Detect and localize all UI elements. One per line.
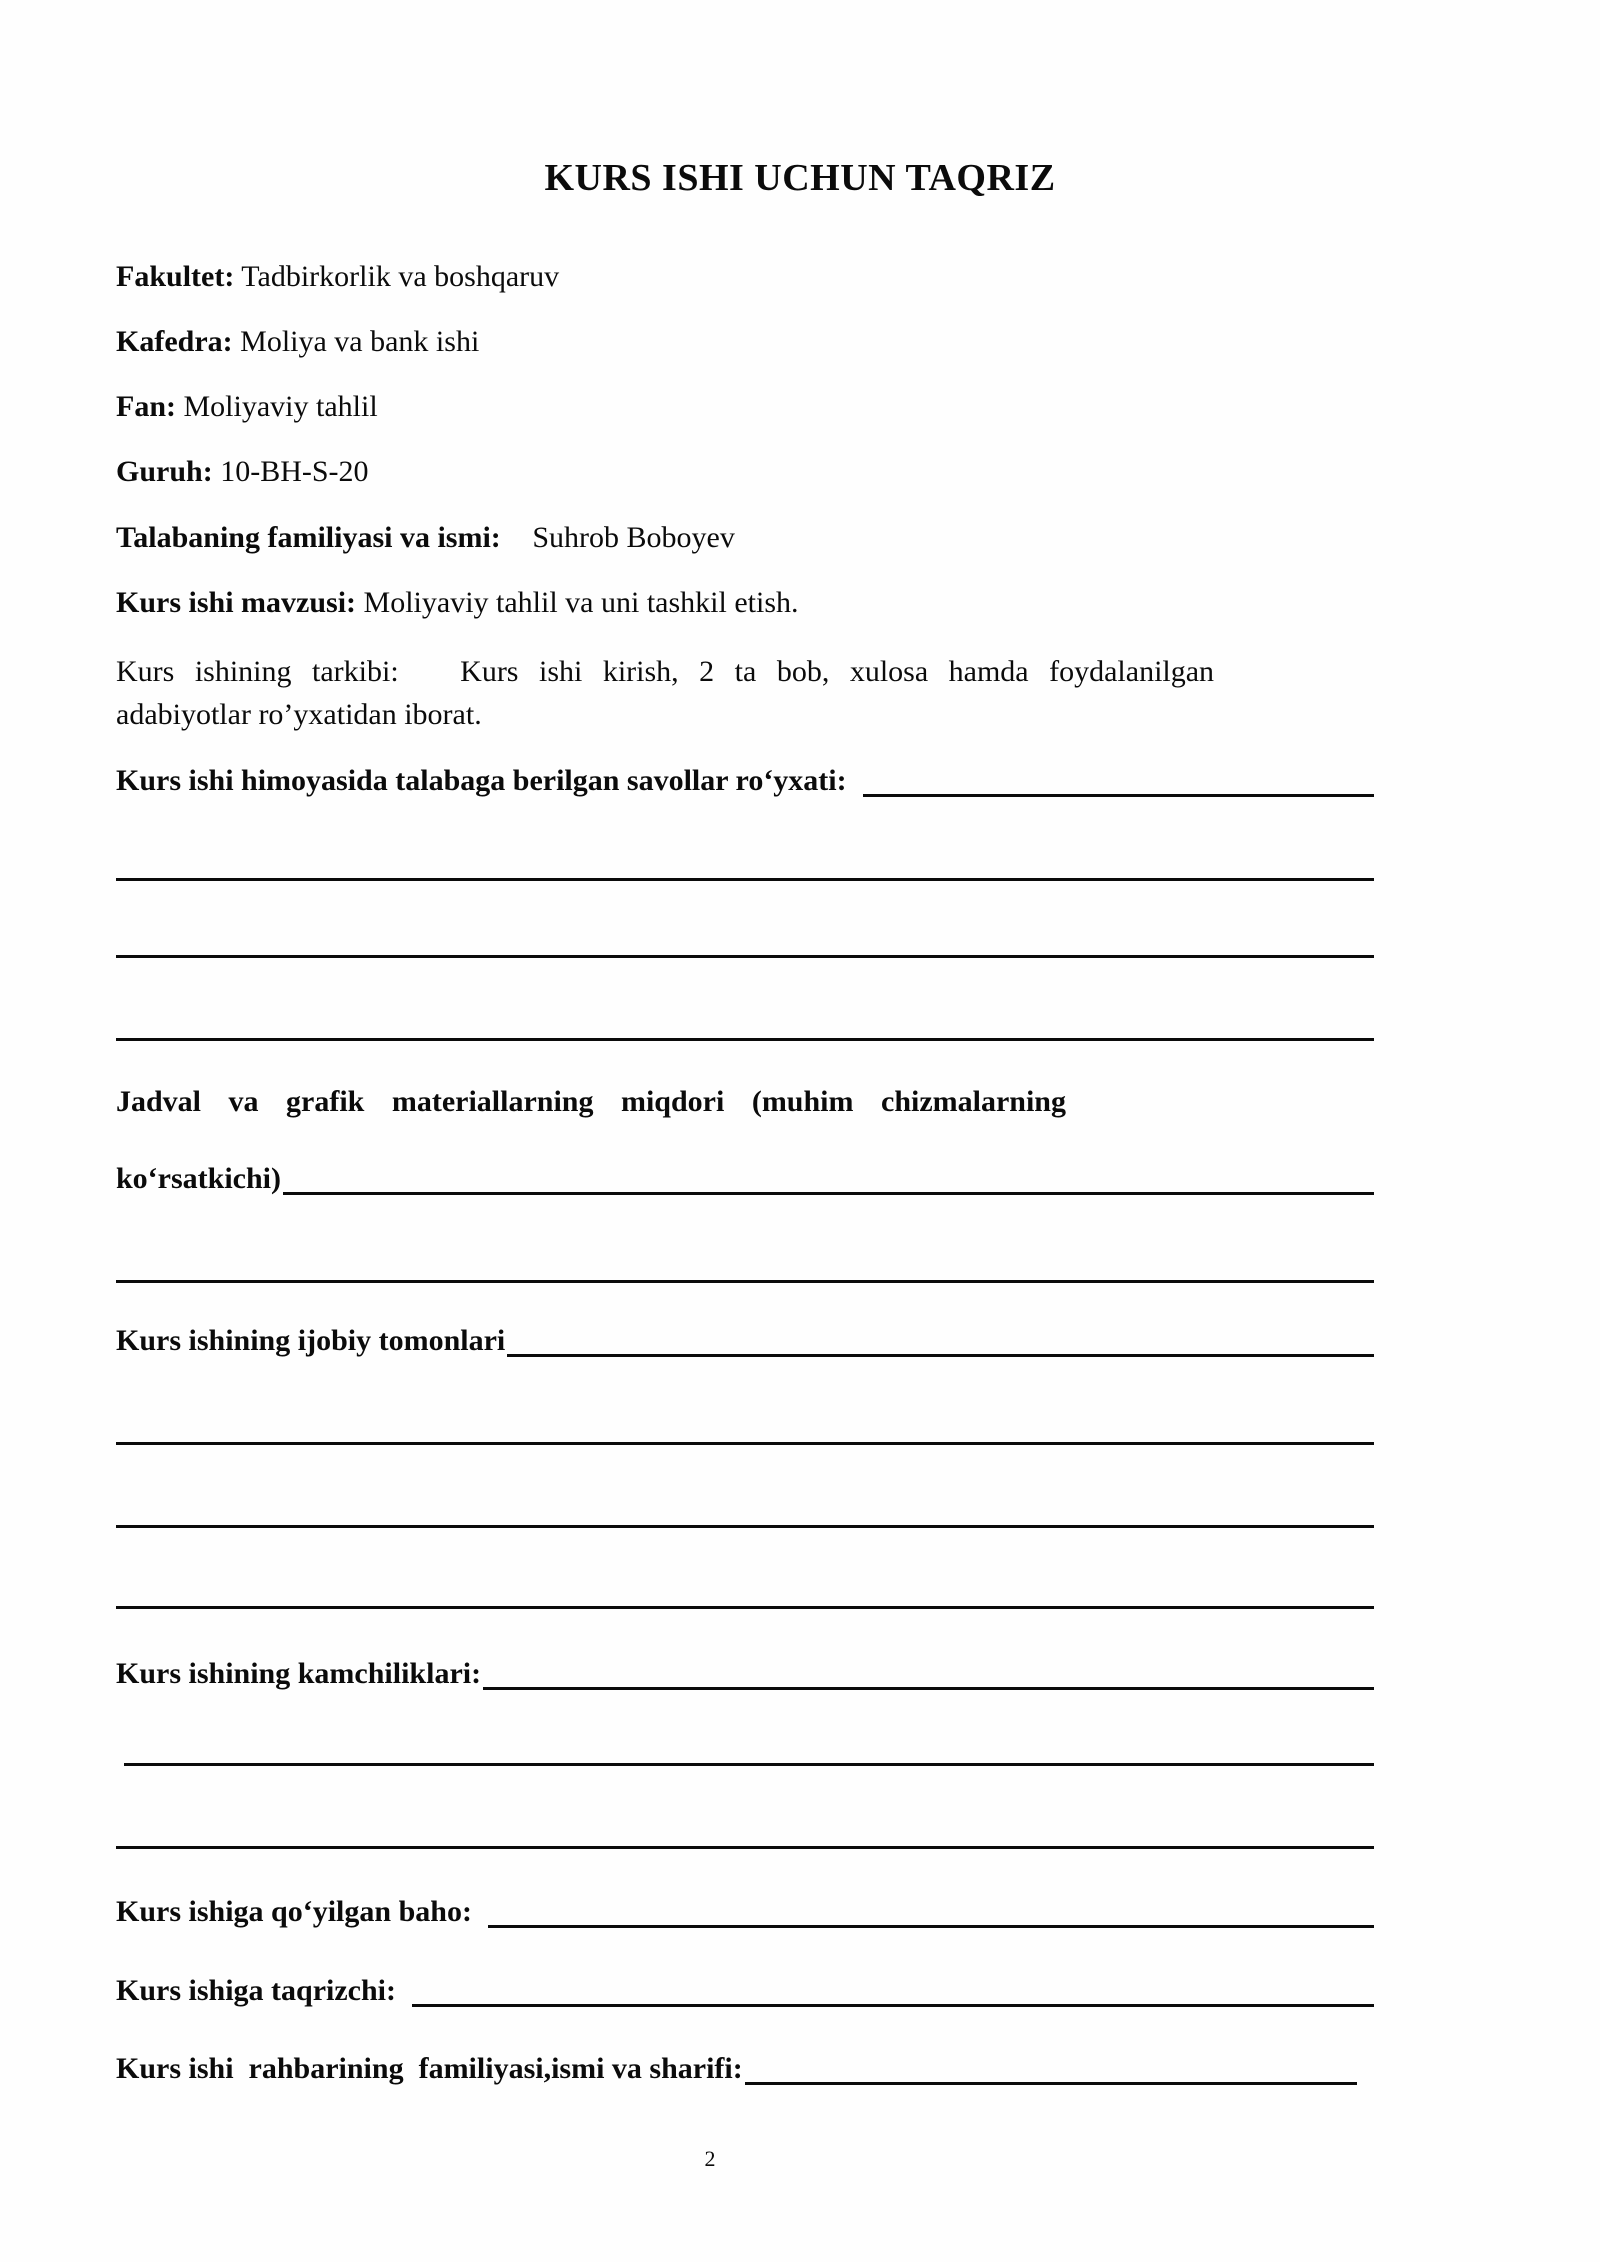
- ijobiy-label: Kurs ishining ijobiy tomonlari: [116, 1324, 506, 1357]
- mavzu-label: Kurs ishi mavzusi:: [116, 586, 357, 619]
- guruh-label: Guruh:: [116, 455, 213, 488]
- ijobiy-fill-line: [507, 1322, 1374, 1357]
- blank-line-2: [116, 955, 1374, 958]
- blank-line-7: [116, 1606, 1374, 1609]
- field-taqrizchi: [116, 1972, 1374, 2010]
- guruh-value: 10-BH-S-20: [220, 455, 369, 488]
- blank-line-6: [116, 1525, 1374, 1528]
- field-jadval-korsatkichi: [116, 1160, 1374, 1198]
- page-number: 2: [704, 2146, 716, 2171]
- field-baho: [116, 1893, 1374, 1931]
- field-rahbar: [116, 2050, 1357, 2088]
- korsatkichi-label: ko‘rsatkichi): [116, 1162, 281, 1195]
- taqrizchi-label: Kurs ishiga taqrizchi:: [116, 1974, 397, 2007]
- mavzu-value: Moliyaviy tahlil va uni tashkil etish.: [363, 586, 799, 619]
- field-savollar: [116, 762, 1374, 800]
- field-fan: [116, 388, 1374, 426]
- rahbar-fill-line: [745, 2050, 1357, 2085]
- talaba-label: Talabaning familiyasi va ismi:: [116, 521, 501, 554]
- fakultet-label: Fakultet:: [116, 260, 235, 293]
- blank-line-3: [116, 1038, 1374, 1041]
- baho-label: Kurs ishiga qo‘yilgan baho:: [116, 1895, 472, 1928]
- savollar-label: Kurs ishi himoyasida talabaga berilgan savollar ro‘yxati:: [116, 764, 847, 797]
- kafedra-value: Moliya va bank ishi: [240, 325, 480, 358]
- savollar-fill-line: [863, 762, 1374, 797]
- fan-value: Moliyaviy tahlil: [183, 390, 378, 423]
- field-ijobiy: [116, 1322, 1374, 1360]
- rahbar-label: Kurs ishi rahbarining familiyasi,ismi va sharifi:: [116, 2052, 743, 2085]
- document-title: KURS ISHI UCHUN TAQRIZ: [544, 157, 1056, 199]
- kamchilik-fill-line: [483, 1655, 1374, 1690]
- field-guruh: [116, 453, 1374, 491]
- korsatkichi-fill-line: [283, 1160, 1374, 1195]
- baho-fill-line: [488, 1893, 1374, 1928]
- field-kafedra: [116, 323, 1374, 361]
- taqrizchi-fill-line: [412, 1972, 1374, 2007]
- tarkib-line-1: Kurs ishining tarkibi: Kurs ishi kirish, 2 ta bob, xulosa hamda foydalanilgan: [116, 655, 1215, 688]
- field-talaba: [116, 519, 1374, 557]
- fakultet-value: Tadbirkorlik va boshqaruv: [241, 260, 560, 293]
- field-fakultet: [116, 258, 1374, 296]
- field-kamchilik: [116, 1655, 1374, 1693]
- blank-line-1: [116, 878, 1374, 881]
- talaba-value: Suhrob Boboyev: [532, 521, 735, 554]
- jadval-heading-line-1: Jadval va grafik materiallarning miqdori (muhim chizmalarning: [116, 1085, 1066, 1118]
- blank-line-4: [116, 1280, 1374, 1283]
- fan-label: Fan:: [116, 390, 176, 423]
- kafedra-label: Kafedra:: [116, 325, 233, 358]
- kamchilik-label: Kurs ishining kamchiliklari:: [116, 1657, 482, 1690]
- field-mavzu: [116, 584, 1374, 622]
- paragraph-tarkib: [116, 650, 1374, 736]
- tarkib-line-2: adabiyotlar ro’yxatidan iborat.: [116, 698, 482, 731]
- blank-line-5: [116, 1442, 1374, 1445]
- blank-line-8: [124, 1763, 1374, 1766]
- blank-line-9: [116, 1846, 1374, 1849]
